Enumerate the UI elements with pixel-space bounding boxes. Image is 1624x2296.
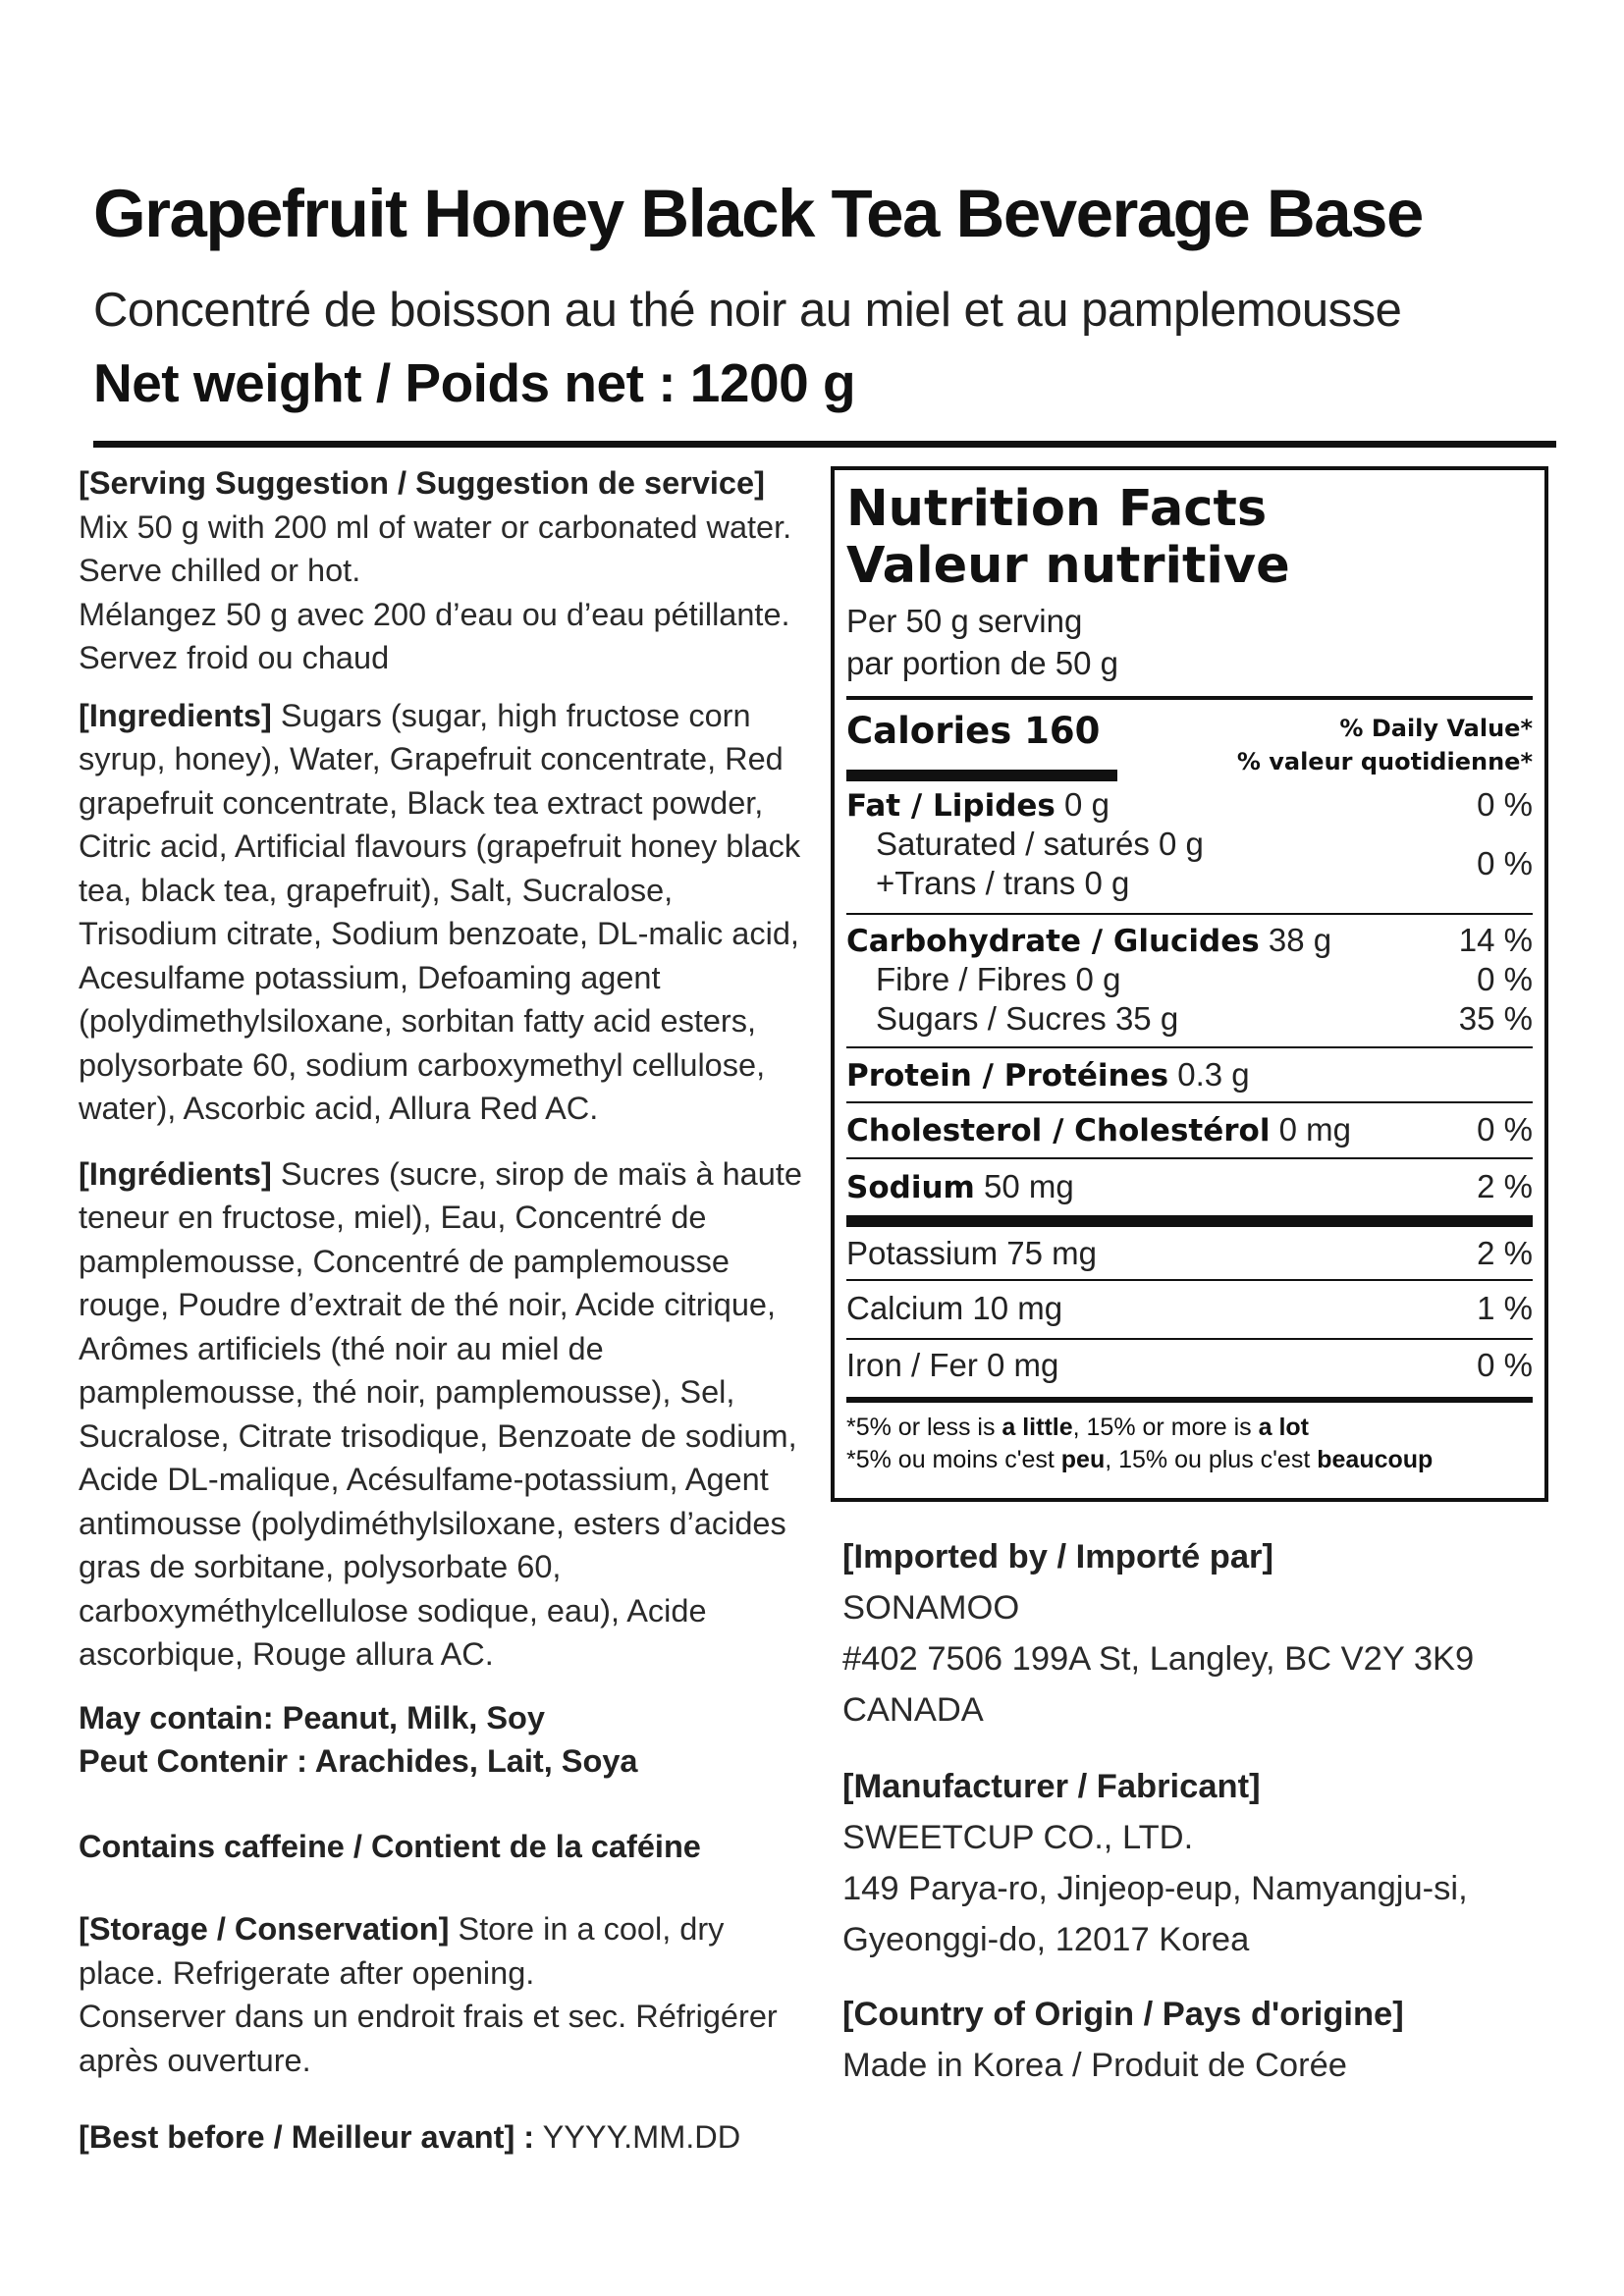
nf-calcium-dv: 1 % bbox=[1477, 1290, 1533, 1326]
origin-text: Made in Korea / Produit de Corée bbox=[842, 2047, 1347, 2084]
importer-name: SONAMOO bbox=[842, 1589, 1020, 1627]
nf-serving-fr: par portion de 50 g bbox=[846, 645, 1119, 681]
nutrition-facts-table bbox=[831, 466, 1548, 1502]
nf-potassium-label: Potassium 75 mg bbox=[846, 1235, 1097, 1271]
nf-sat-trans-dv: 0 % bbox=[1477, 845, 1533, 881]
ingredients-fr-section bbox=[79, 1152, 805, 1677]
ingredients-en-section bbox=[79, 694, 805, 1131]
manufacturer-heading: [Manufacturer / Fabricant] bbox=[842, 1768, 1261, 1805]
nf-row-potassium bbox=[846, 1235, 1533, 1274]
product-title: Grapefruit Honey Black Tea Beverage Base bbox=[93, 176, 1423, 251]
nf-fat-amount: 0 g bbox=[1064, 786, 1110, 823]
nf-footnote-en: *5% or less is a little, 15% or more is a lot bbox=[846, 1414, 1309, 1441]
nf-iron-dv: 0 % bbox=[1477, 1347, 1533, 1383]
nf-line bbox=[846, 1046, 1533, 1048]
importer-section bbox=[842, 1531, 1549, 1735]
nf-sugars-label: Sugars / Sucres 35 g bbox=[876, 1000, 1179, 1037]
nf-cholesterol-dv: 0 % bbox=[1477, 1111, 1533, 1148]
serving-fr: Mélangez 50 g avec 200 d’eau ou d’eau pétillante. Servez froid ou chaud bbox=[79, 596, 790, 675]
nf-trans: +Trans / trans 0 g bbox=[876, 865, 1130, 901]
nf-line bbox=[846, 1279, 1533, 1281]
importer-country: CANADA bbox=[842, 1691, 984, 1729]
left-column bbox=[79, 461, 805, 2160]
importer-address: #402 7506 199A St, Langley, BC V2Y 3K9 bbox=[842, 1640, 1475, 1678]
allergens-fr: Peut Contenir : Arachides, Lait, Soya bbox=[79, 1743, 638, 1779]
nf-carb-amount: 38 g bbox=[1268, 922, 1332, 958]
allergens-en: May contain: Peanut, Milk, Soy bbox=[79, 1699, 545, 1735]
storage-fr: Conserver dans un endroit frais et sec. Réfrigérer après ouverture. bbox=[79, 1999, 778, 2078]
nf-fat-label: Fat / Lipides bbox=[846, 788, 1056, 824]
caffeine-notice: Contains caffeine / Contient de la caféine bbox=[79, 1828, 701, 1864]
serving-en: Mix 50 g with 200 ml of water or carbonated water. Serve chilled or hot. bbox=[79, 508, 792, 588]
nf-fibre-dv: 0 % bbox=[1477, 961, 1533, 997]
nf-title-fr: Valeur nutritive bbox=[846, 537, 1290, 595]
nf-cholesterol-label: Cholesterol / Cholestérol bbox=[846, 1113, 1271, 1148]
net-weight: Net weight / Poids net : 1200 g bbox=[93, 352, 856, 413]
origin-heading: [Country of Origin / Pays d'origine] bbox=[842, 1996, 1404, 2033]
nf-sodium-label: Sodium bbox=[846, 1170, 975, 1205]
nf-line bbox=[846, 913, 1533, 915]
nf-carb-label: Carbohydrate / Glucides bbox=[846, 924, 1260, 959]
nf-calories-bar bbox=[846, 770, 1117, 781]
header-divider bbox=[93, 441, 1556, 448]
manufacturer-name: SWEETCUP CO., LTD. bbox=[842, 1819, 1194, 1856]
ingredients-en-text: Sugars (sugar, high fructose corn syrup, honey), Water, Grapefruit concentrate, Red grapefruit concentrate, Black tea extract powder, Citric acid, Artificial flavours (grapefruit honey black tea, black tea, grapefruit), Salt, Sucralose, Trisodium citrate, Sodium benzoate, DL-malic acid, Acesulfame potassium, Defoaming agent (polydimethylsiloxane, sorbitan fatty acid esters, polysorbate 60, sodium carboxymethyl cellulose, water), Ascorbic acid, Allura Red AC. bbox=[79, 697, 801, 1126]
serving-heading: [Serving Suggestion / Suggestion de service] bbox=[79, 465, 765, 501]
nf-protein-label: Protein / Protéines bbox=[846, 1058, 1169, 1094]
best-before-value: YYYY.MM.DD bbox=[542, 2119, 741, 2155]
product-subtitle: Concentré de boisson au thé noir au miel et au pamplemousse bbox=[93, 284, 1402, 337]
storage-section bbox=[79, 1907, 805, 2082]
nf-iron-label: Iron / Fer 0 mg bbox=[846, 1347, 1059, 1383]
manufacturer-address1: 149 Parya-ro, Jinjeop-eup, Namyangju-si, bbox=[842, 1870, 1468, 1907]
nf-dv-fr: % valeur quotidienne* bbox=[1236, 748, 1533, 775]
allergens-section bbox=[79, 1696, 805, 1784]
nf-sodium-dv: 2 % bbox=[1477, 1168, 1533, 1204]
nf-title-en: Nutrition Facts bbox=[846, 480, 1268, 538]
nf-row-carbohydrate bbox=[846, 922, 1533, 961]
manufacturer-address2: Gyeonggi-do, 12017 Korea bbox=[842, 1921, 1250, 1958]
best-before-heading: [Best before / Meilleur avant] : bbox=[79, 2119, 535, 2155]
nf-fat-dv: 0 % bbox=[1477, 786, 1533, 823]
nf-cholesterol-amount: 0 mg bbox=[1278, 1111, 1352, 1148]
nf-sodium-amount: 50 mg bbox=[983, 1168, 1074, 1204]
nf-sugars-dv: 35 % bbox=[1458, 1000, 1533, 1037]
nf-potassium-dv: 2 % bbox=[1477, 1235, 1533, 1271]
serving-section bbox=[79, 461, 805, 680]
nf-calcium-label: Calcium 10 mg bbox=[846, 1290, 1063, 1326]
nf-footnote-fr: *5% ou moins c'est peu, 15% ou plus c'est beaucoup bbox=[846, 1446, 1434, 1473]
nf-thick-divider bbox=[846, 1215, 1533, 1227]
nf-line bbox=[846, 1101, 1533, 1103]
nf-carb-dv: 14 % bbox=[1458, 922, 1533, 958]
nf-row-cholesterol bbox=[846, 1111, 1533, 1150]
nf-saturated: Saturated / saturés 0 g bbox=[876, 826, 1204, 862]
nf-row-fat bbox=[846, 786, 1533, 826]
ingredients-en-heading: [Ingredients] bbox=[79, 697, 272, 733]
nf-protein-amount: 0.3 g bbox=[1177, 1056, 1250, 1093]
origin-section bbox=[842, 1989, 1549, 2091]
nf-dv-en: % Daily Value* bbox=[1339, 715, 1533, 742]
nf-fibre-label: Fibre / Fibres 0 g bbox=[876, 961, 1121, 997]
best-before-section bbox=[79, 2115, 805, 2160]
ingredients-fr-heading: [Ingrédients] bbox=[79, 1155, 272, 1192]
nf-line bbox=[846, 1338, 1533, 1340]
nf-row-sodium bbox=[846, 1168, 1533, 1207]
nf-line bbox=[846, 1157, 1533, 1159]
ingredients-fr-text: Sucres (sucre, sirop de maïs à haute teneur en fructose, miel), Eau, Concentré de pamplemousse, Concentré de pamplemousse rouge, Poudre d’extrait de thé noir, Acide citrique, Arômes artificiels (thé noir au miel de pamplemousse, thé noir, pamplemousse), Sel, Sucralose, Citrate trisodique, Benzoate de sodium, Acide DL-malique, Acésulfame-potassium, Agent antimousse (polydiméthylsiloxane, esters d’acides gras de sorbitane, polysorbate 60, carboxyméthylcellulose sodique, eau), Acide ascorbique, Rouge allura AC. bbox=[79, 1155, 802, 1672]
nf-row-iron bbox=[846, 1347, 1533, 1386]
importer-heading: [Imported by / Importé par] bbox=[842, 1538, 1273, 1575]
manufacturer-section bbox=[842, 1761, 1549, 1965]
nf-row-fibre bbox=[876, 961, 1533, 1000]
nf-calories: Calories 160 bbox=[846, 710, 1101, 752]
nf-divider-calories bbox=[846, 696, 1533, 700]
nf-footer-divider bbox=[846, 1397, 1533, 1403]
nf-serving-en: Per 50 g serving bbox=[846, 603, 1083, 639]
nf-row-sugars bbox=[876, 1000, 1533, 1040]
nf-row-calcium bbox=[846, 1290, 1533, 1329]
storage-en: Store in a cool, dry place. Refrigerate after opening. bbox=[79, 1911, 725, 1991]
storage-heading: [Storage / Conservation] bbox=[79, 1911, 450, 1947]
nf-row-protein bbox=[846, 1056, 1533, 1095]
